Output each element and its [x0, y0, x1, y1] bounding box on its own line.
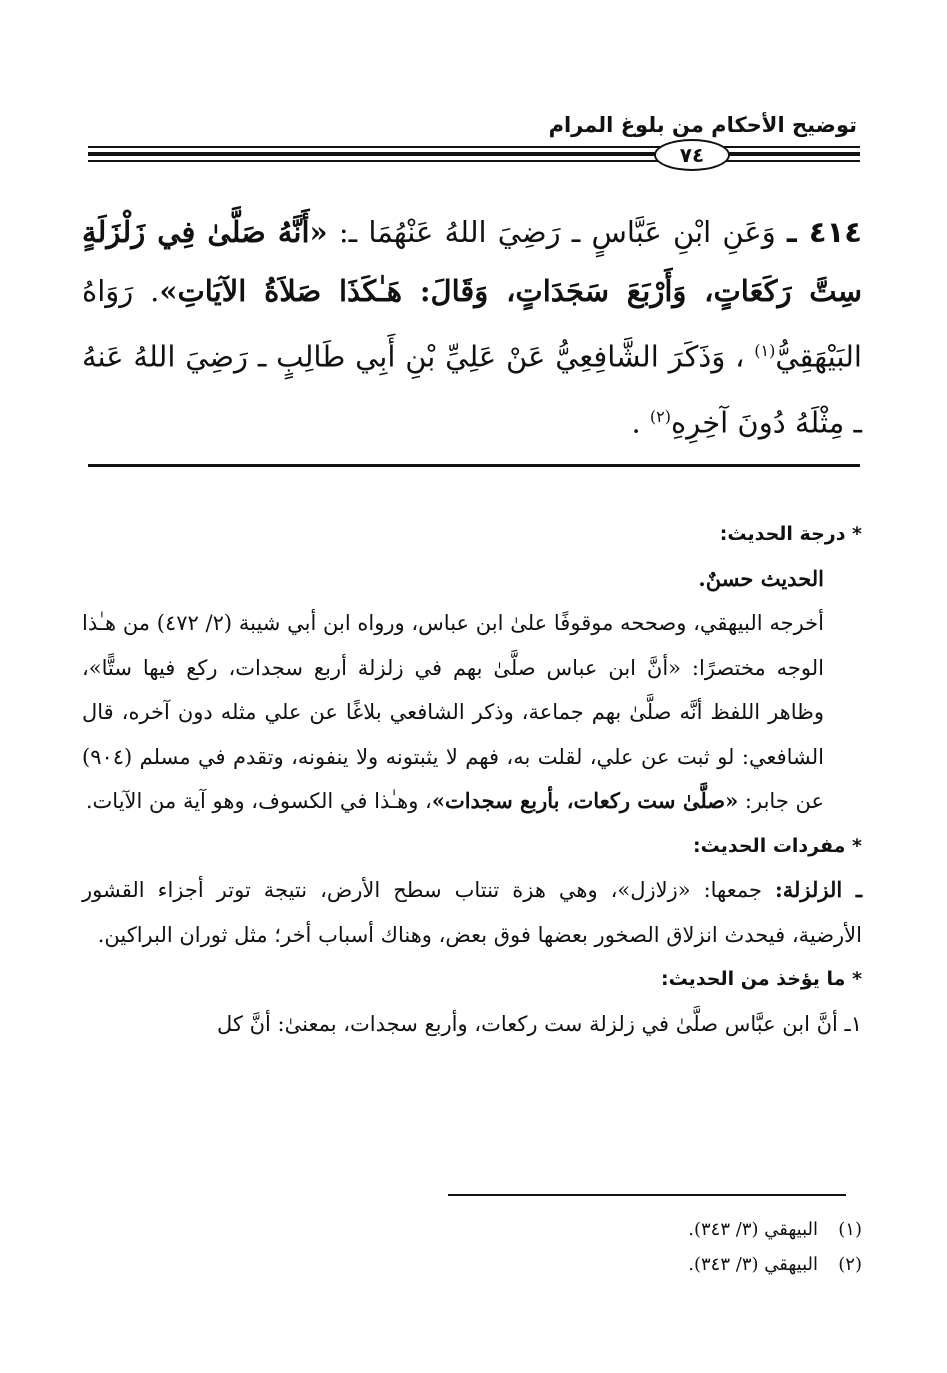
lesson-item: ١ـ أنَّ ابن عبَّاس صلَّىٰ في زلزلة ست ركعات، وأربع سجدات، بمعنىٰ: أنَّ كل: [217, 1011, 862, 1036]
grade-verdict: الحديث حسنٌ.: [698, 565, 824, 591]
vocab-text: جمعها: «زلازل»، وهي هزة تنتاب سطح الأرض، نتيجة توتر أجزاء القشور الأرضية، فيحدث انزلاق الصخور بعضها فوق بعض، وهناك أسباب أخر؛ مثل ثوران البراكين.: [82, 878, 862, 947]
grade-paragraph: [82, 601, 862, 824]
grade-text-1: أخرجه البيهقي، وصححه موقوفًا علىٰ ابن عباس، ورواه ابن أبي شيبة (٢/ ٤٧٢) من هـٰذا الوجه مختصرًا: «أنَّ ابن عباس صلَّىٰ بهم في زلزلة أربع سجدات، ركع فيها ستًّا»، وظاهر اللفظ أنَّه صلَّىٰ بهم جماعة، وذكر الشافعي بلاغًا عن علي مثله دون آخره، قال الشافعي: لو ثبت عن علي، لقلت به، فهم لا يثبتونه ولا ينفونه، وتقدم في مسلم (٩٠٤) عن جابر:: [82, 611, 824, 813]
grade-quote: «صلَّىٰ ست ركعات، بأربع سجدات»: [431, 788, 739, 813]
footnote-rule: [448, 1194, 846, 1196]
grade-text-2: ، وهـٰذا في الكسوف، وهو آية من الآيات.: [85, 789, 432, 813]
footnotes: [82, 1212, 862, 1282]
footnote-number: (١): [838, 1219, 862, 1240]
vocab-heading: * مفردات الحديث:: [693, 834, 862, 857]
header-rule-bottom: [88, 160, 860, 162]
vocab-paragraph: [82, 868, 862, 957]
footnote-ref-2[interactable]: (٢): [649, 406, 672, 426]
hadith-continuation: ، وَذَكَرَ الشَّافِعِيُّ عَنْ عَلِيِّ بْنِ أَبِي طَالِبٍ ـ رَضِيَ اللهُ عَنهُ ـ مِثْلَهُ دُونَ آخِرِهِ: [82, 339, 862, 440]
footnote-item: [82, 1247, 862, 1282]
running-title: توضيح الأحكام من بلوغ المرام: [548, 113, 857, 137]
footnote-ref-1[interactable]: (١): [754, 341, 776, 360]
footnote-item: [82, 1212, 862, 1247]
hadith-lead: وَعَنِ ابْنِ عَبَّاسٍ ـ رَضِيَ اللهُ عَنْهُمَا ـ:: [338, 215, 776, 249]
hadith-rawahu: . رَوَاهُ البَيْهَقِيُّ: [82, 274, 862, 374]
header-rule-middle: [88, 152, 860, 156]
commentary: [82, 512, 862, 1046]
header-rule-top: [88, 146, 860, 148]
vocab-term: ـ الزلزلة:: [775, 877, 862, 902]
footnote-number: (٢): [838, 1254, 862, 1275]
hadith-text: [82, 203, 862, 452]
page-number: ٧٤: [654, 139, 730, 171]
hadith-number: ٤١٤ ـ: [786, 215, 863, 249]
grade-heading: * درجة الحديث:: [719, 523, 862, 545]
hadith-end: .: [631, 405, 641, 440]
footnote-text: البيهقي (٣/ ٣٤٣).: [688, 1219, 818, 1240]
footnote-text: البيهقي (٣/ ٣٤٣).: [688, 1254, 818, 1275]
hadith-matn: «أَنَّهُ صَلَّىٰ فِي زَلْزَلَةٍ سِتَّ رَكَعَاتٍ، وَأَرْبَعَ سَجَدَاتٍ، وَقَالَ: هَـٰكَذَا صَلاَةُ الآيَاتِ»: [82, 215, 862, 308]
section-divider: [88, 464, 860, 467]
lessons-heading: * ما يؤخذ من الحديث:: [660, 968, 862, 990]
